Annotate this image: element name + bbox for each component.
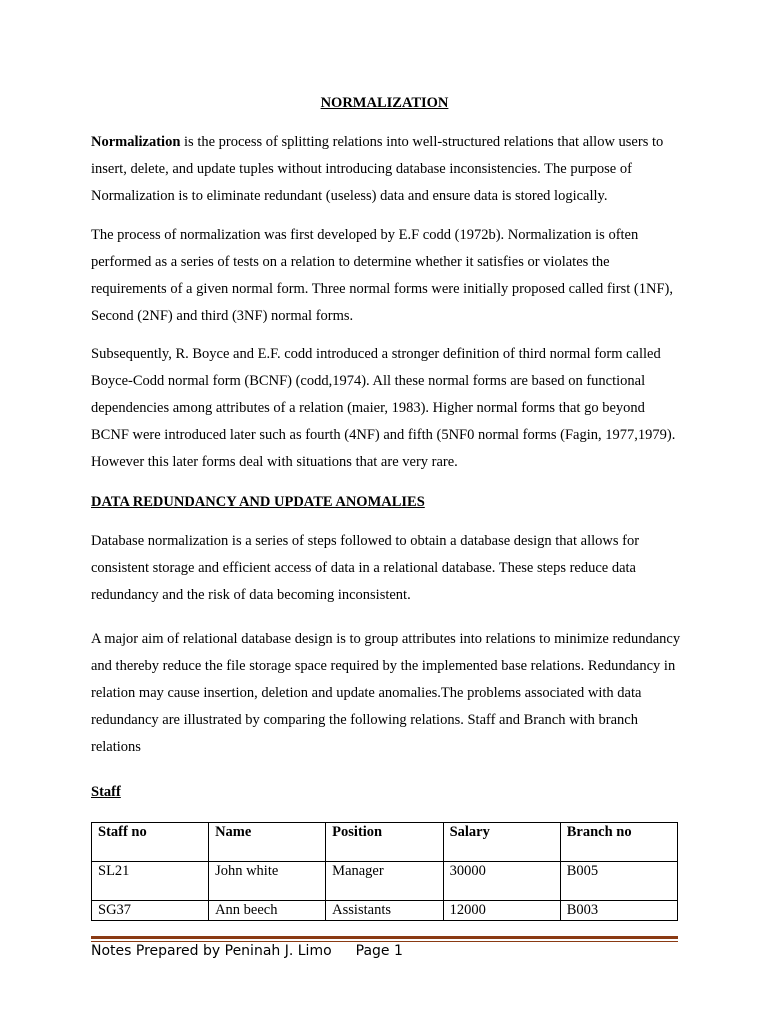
staff-table <box>91 822 678 921</box>
intro-term: Normalization <box>91 134 181 150</box>
table-cell: Ann beech <box>209 901 326 921</box>
table-cell: 12000 <box>443 901 560 921</box>
header-name: Name <box>209 823 326 862</box>
table-cell: B003 <box>560 901 677 921</box>
section-heading-redundancy: DATA REDUNDANCY AND UPDATE ANOMALIES <box>91 494 425 510</box>
history-paragraph: The process of normalization was first developed by E.F codd (1972b). Normalization is often performed as a series of tests on a relation to determine whether it satisfies or violates the requirements of a given normal form. Three normal forms were initially proposed called first (1NF), Second (2NF) and third (3NF) normal forms. <box>91 227 673 324</box>
footer-author: Notes Prepared by Peninah J. Limo <box>91 943 332 959</box>
table-row <box>92 862 678 901</box>
intro-paragraph <box>91 129 681 210</box>
table-cell: 30000 <box>443 862 560 901</box>
header-branch-no: Branch no <box>560 823 677 862</box>
bcnf-paragraph: Subsequently, R. Boyce and E.F. codd introduced a stronger definition of third normal form called Boyce-Codd normal form (BCNF) (codd,1974). All these normal forms are based on functional dependencies among attributes of a relation (maier, 1983). Higher normal forms that go beyond BCNF were introduced later such as fourth (4NF) and fifth (5NF0 normal forms (Fagin, 1977,1979). However this later forms deal with situations that are very rare. <box>91 346 676 470</box>
table-cell: Manager <box>326 862 443 901</box>
table-cell: SG37 <box>92 901 209 921</box>
table-cell: SL21 <box>92 862 209 901</box>
header-salary: Salary <box>443 823 560 862</box>
header-position: Position <box>326 823 443 862</box>
page-footer <box>91 942 403 960</box>
table-cell: B005 <box>560 862 677 901</box>
table-header-row <box>92 823 678 862</box>
table-cell: John white <box>209 862 326 901</box>
normalization-steps-paragraph: Database normalization is a series of steps followed to obtain a database design that allows for consistent storage and efficient access of data in a relational database. These steps reduce data redundancy and the risk of data becoming inconsistent. <box>91 533 640 603</box>
header-staff-no: Staff no <box>92 823 209 862</box>
footer-page-number: Page 1 <box>355 943 403 959</box>
page-title: NORMALIZATION <box>320 95 449 111</box>
intro-text: is the process of splitting relations into well-structured relations that allow users to insert, delete, and update tuples without introducing database inconsistencies. The purpose of Normalization is to eliminate redundant (useless) data and ensure data is stored logically. <box>91 134 664 204</box>
table-cell: Assistants <box>326 901 443 921</box>
table-row <box>92 901 678 921</box>
footer-divider <box>91 936 678 939</box>
design-aim-paragraph: A major aim of relational database design is to group attributes into relations to minimize redundancy and thereby reduce the file storage space required by the implemented base relations. Redundancy in relation may cause insertion, deletion and update anomalies.The problems associated with data redundancy are illustrated by comparing the following relations. Staff and Branch with branch relations <box>91 631 681 755</box>
table-title: Staff <box>91 784 121 800</box>
